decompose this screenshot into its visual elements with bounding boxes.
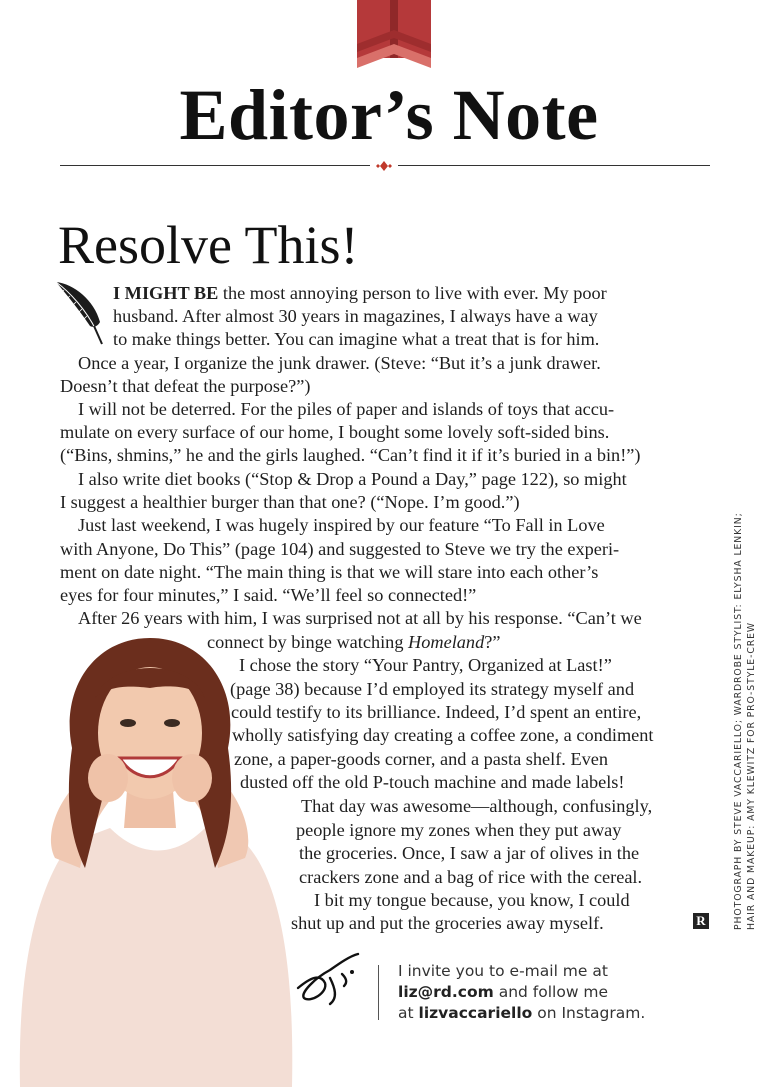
page-title: Editor’s Note [179,75,599,155]
body-line: I MIGHT BE the most annoying person to live with ever. My poor [113,283,607,303]
body-line: I also write diet books (“Stop & Drop a Pound a Day,” page 122), so might [78,469,627,489]
body-line: I chose the story “Your Pantry, Organized at Last!” [239,655,612,675]
photo-credits [730,430,768,930]
signoff-line-2: liz@rd.com and follow me [398,983,609,1001]
signoff-divider [378,965,379,1020]
italic-title: Homeland [408,632,485,652]
signature-icon [290,948,370,1008]
signoff-line-1: I invite you to e-mail me at [398,962,608,980]
body-line: (“Bins, shmins,” he and the girls laughed. “Can’t find it if it’s buried in a bin!”) [60,445,641,465]
body-line: the groceries. Once, I saw a jar of olives in the [299,843,640,863]
credit-line-2: HAIR AND MAKEUP: AMY KLEWITZ FOR PRO-STYLE-CREW [746,622,757,930]
quill-feather-icon [54,278,106,348]
diamond-ornament-icon [374,158,394,174]
body-line: I bit my tongue because, you know, I could [314,890,630,910]
body-line: (page 38) because I’d employed its strategy myself and [230,679,635,699]
body-line: people ignore my zones when they put away [296,820,622,840]
body-line: After 26 years with him, I was surprised not at all by his response. “Can’t we [78,608,642,628]
body-line: to make things better. You can imagine what a treat that is for him. [113,329,600,349]
body-line: ment on date night. “The main thing is that we will stare into each other’s [60,562,599,582]
body-line: crackers zone and a bag of rice with the cereal. [299,867,643,887]
body-line: I suggest a healthier burger than that one? (“Nope. I’m good.”) [60,492,520,512]
instagram-handle-link[interactable]: lizvaccariello [418,1004,533,1022]
body-line: could testify to its brilliance. Indeed, I’d spent an entire, [231,702,642,722]
signoff-line-3: at lizvaccariello on Instagram. [398,1004,646,1022]
divider-left [60,165,370,166]
article-headline: Resolve This! [58,215,359,275]
body-line: wholly satisfying day creating a coffee zone, a condiment [232,725,654,745]
body-line: Doesn’t that defeat the purpose?”) [60,376,311,396]
body-line: dusted off the old P-touch machine and made labels! [240,772,625,792]
email-link[interactable]: liz@rd.com [398,983,494,1001]
body-line: zone, a paper-goods corner, and a pasta shelf. Even [234,749,609,769]
body-line: Just last weekend, I was hugely inspired by our feature “To Fall in Love [78,515,605,535]
body-line: with Anyone, Do This” (page 104) and suggested to Steve we try the experi- [60,539,620,559]
lead-in: I MIGHT BE [113,283,219,303]
body-line: connect by binge watching Homeland?” [207,632,501,652]
body-line: mulate on every surface of our home, I bought some lovely soft-sided bins. [60,422,610,442]
bookmark-ribbon-icon [357,0,431,68]
body-line: I will not be deterred. For the piles of paper and islands of toys that accu- [78,399,615,419]
body-line: eyes for four minutes,” I said. “We’ll feel so connected!” [60,585,477,605]
editor-portrait [0,628,300,1087]
credit-line-1: PHOTOGRAPH BY STEVE VACCARIELLO; WARDROBE STYLIST: ELYSHA LENKIN; [733,512,744,930]
divider-right [398,165,710,166]
body-line: Once a year, I organize the junk drawer. (Steve: “But it’s a junk drawer. [78,353,601,373]
body-line: shut up and put the groceries away myself. [291,913,604,933]
body-line: That day was awesome—although, confusingly, [301,796,653,816]
end-mark-icon: R [693,913,709,929]
body-line: husband. After almost 30 years in magazines, I always have a way [113,306,598,326]
